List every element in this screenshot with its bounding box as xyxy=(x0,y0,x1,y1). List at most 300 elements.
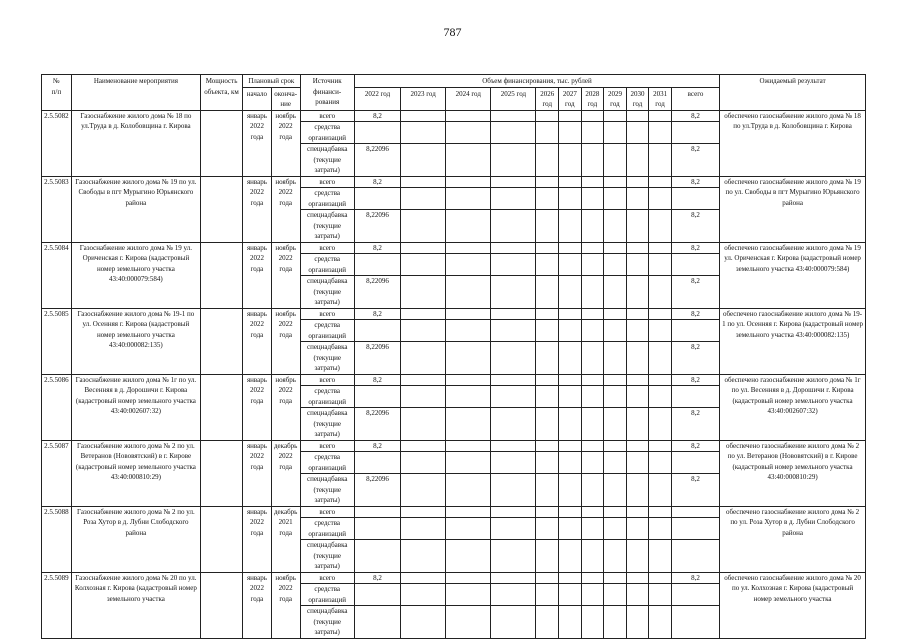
year-cell xyxy=(626,440,649,452)
row-capacity xyxy=(201,572,243,638)
year-cell xyxy=(446,408,491,441)
table-row xyxy=(42,440,866,452)
year-cell xyxy=(354,122,400,144)
year-cell xyxy=(446,144,491,177)
row-start: январь 2022 года xyxy=(243,572,272,638)
year-cell xyxy=(401,242,446,254)
year-cell xyxy=(649,408,672,441)
header-year-2027: 2027 год xyxy=(559,87,582,110)
year-cell xyxy=(446,254,491,276)
year-cell xyxy=(401,408,446,441)
year-cell xyxy=(626,242,649,254)
year-cell xyxy=(626,374,649,386)
amount-sum-total: 8,2 xyxy=(671,242,719,254)
header-year-2023: 2023 год xyxy=(401,87,446,110)
year-cell xyxy=(446,276,491,309)
year-cell xyxy=(649,606,672,639)
year-cell xyxy=(401,386,446,408)
year-cell xyxy=(604,242,627,254)
amount-sum-total: 8,2 xyxy=(671,440,719,452)
year-cell xyxy=(604,342,627,375)
source-special: спецнадбавка (текущие затраты) xyxy=(300,540,354,573)
source-special: спецнадбавка (текущие затраты) xyxy=(300,606,354,639)
year-cell xyxy=(626,308,649,320)
year-cell xyxy=(649,188,672,210)
year-cell xyxy=(536,188,559,210)
year-cell xyxy=(581,110,604,122)
year-cell xyxy=(491,518,536,540)
year-cell xyxy=(604,176,627,188)
year-cell xyxy=(604,374,627,386)
year-cell xyxy=(559,254,582,276)
year-cell xyxy=(581,408,604,441)
amount-sum-org xyxy=(671,518,719,540)
row-end: декабрь 2021 года xyxy=(271,506,300,572)
amount-2022-total: 8,2 xyxy=(354,176,400,188)
year-cell xyxy=(649,176,672,188)
year-cell xyxy=(446,320,491,342)
year-cell xyxy=(604,122,627,144)
year-cell xyxy=(604,408,627,441)
source-total: всего xyxy=(300,572,354,584)
table-row xyxy=(42,110,866,122)
year-cell xyxy=(446,110,491,122)
year-cell xyxy=(401,474,446,507)
year-cell xyxy=(559,320,582,342)
year-cell xyxy=(536,242,559,254)
year-cell xyxy=(559,408,582,441)
year-cell xyxy=(401,342,446,375)
year-cell xyxy=(446,452,491,474)
year-cell xyxy=(626,254,649,276)
year-cell xyxy=(491,386,536,408)
year-cell xyxy=(536,606,559,639)
amount-sum-org xyxy=(671,452,719,474)
header-year-2028: 2028 год xyxy=(581,87,604,110)
table-row xyxy=(42,572,866,584)
year-cell xyxy=(581,210,604,243)
year-cell xyxy=(446,308,491,320)
year-cell xyxy=(446,572,491,584)
year-cell xyxy=(536,210,559,243)
year-cell xyxy=(581,254,604,276)
year-cell xyxy=(536,254,559,276)
year-cell xyxy=(626,518,649,540)
header-period: Плановый срок xyxy=(243,75,300,88)
year-cell xyxy=(401,374,446,386)
row-result: обеспечено газоснабжение жилого дома № 1г по ул. Весенняя в д. Дорошичи г. Кирова (кадастровый номер земельного участка 43:40:002607:32) xyxy=(720,374,866,440)
year-cell xyxy=(491,320,536,342)
source-total: всего xyxy=(300,506,354,518)
page-number: 787 xyxy=(443,25,462,39)
year-cell xyxy=(354,518,400,540)
year-cell xyxy=(491,210,536,243)
row-name: Газоснабжение жилого дома № 1г по ул. Весенняя в д. Дорошичи г. Кирова (кадастровый номер земельного участка 43:40:002607:32) xyxy=(71,374,200,440)
year-cell xyxy=(626,540,649,573)
year-cell xyxy=(536,374,559,386)
header-period-end: оконча-ние xyxy=(271,87,300,110)
year-cell xyxy=(536,518,559,540)
year-cell xyxy=(536,474,559,507)
year-cell xyxy=(401,144,446,177)
year-cell xyxy=(649,386,672,408)
year-cell xyxy=(401,540,446,573)
row-end: ноябрь 2022 года xyxy=(271,242,300,308)
year-cell xyxy=(604,506,627,518)
year-cell xyxy=(559,506,582,518)
year-cell xyxy=(446,540,491,573)
year-cell xyxy=(649,518,672,540)
year-cell xyxy=(649,474,672,507)
year-cell xyxy=(401,584,446,606)
source-org: средства организаций xyxy=(300,518,354,540)
year-cell xyxy=(559,276,582,309)
amount-2022-total: 8,2 xyxy=(354,242,400,254)
year-cell xyxy=(401,452,446,474)
year-cell xyxy=(401,110,446,122)
amount-sum-org xyxy=(671,320,719,342)
year-cell xyxy=(649,254,672,276)
year-cell xyxy=(491,254,536,276)
year-cell xyxy=(649,242,672,254)
year-cell xyxy=(559,188,582,210)
year-cell xyxy=(649,320,672,342)
year-cell xyxy=(354,254,400,276)
amount-sum-total xyxy=(671,506,719,518)
year-cell xyxy=(604,606,627,639)
header-year-2029: 2029 год xyxy=(604,87,627,110)
year-cell xyxy=(354,386,400,408)
year-cell xyxy=(581,122,604,144)
row-capacity xyxy=(201,308,243,374)
year-cell xyxy=(401,606,446,639)
source-org: средства организаций xyxy=(300,188,354,210)
amount-2022-total: 8,2 xyxy=(354,440,400,452)
year-cell xyxy=(446,176,491,188)
year-cell xyxy=(559,474,582,507)
year-cell xyxy=(626,210,649,243)
year-cell xyxy=(559,308,582,320)
source-special: спецнадбавка (текущие затраты) xyxy=(300,342,354,375)
amount-2022-special: 8,22096 xyxy=(354,210,400,243)
year-cell xyxy=(559,452,582,474)
year-cell xyxy=(401,254,446,276)
year-cell xyxy=(536,506,559,518)
year-cell xyxy=(626,386,649,408)
year-cell xyxy=(626,342,649,375)
year-cell xyxy=(581,584,604,606)
header-year-2030: 2030 год xyxy=(626,87,649,110)
year-cell xyxy=(491,584,536,606)
row-end: ноябрь 2022 года xyxy=(271,572,300,638)
year-cell xyxy=(649,210,672,243)
row-name: Газоснабжение жилого дома № 19 ул. Ориченская г. Кирова (кадастровый номер земельного участка 43:40:000079:584) xyxy=(71,242,200,308)
header-total: всего xyxy=(671,87,719,110)
year-cell xyxy=(559,176,582,188)
year-cell xyxy=(446,606,491,639)
row-start: январь 2022 года xyxy=(243,242,272,308)
year-cell xyxy=(649,440,672,452)
amount-sum-org xyxy=(671,584,719,606)
amount-sum-special: 8,2 xyxy=(671,342,719,375)
row-capacity xyxy=(201,242,243,308)
amount-sum-special xyxy=(671,540,719,573)
year-cell xyxy=(581,308,604,320)
year-cell xyxy=(354,584,400,606)
year-cell xyxy=(649,540,672,573)
year-cell xyxy=(581,374,604,386)
amount-2022-total: 8,2 xyxy=(354,374,400,386)
row-code: 2.5.5088 xyxy=(42,506,72,572)
year-cell xyxy=(446,386,491,408)
year-cell xyxy=(604,210,627,243)
row-end: ноябрь 2022 года xyxy=(271,374,300,440)
year-cell xyxy=(491,342,536,375)
table-row xyxy=(42,176,866,188)
table-body xyxy=(42,110,866,638)
row-name: Газоснабжение жилого дома № 18 по ул.Труда в д. Колобовщина г. Кирова xyxy=(71,110,200,176)
funding-table xyxy=(41,74,866,639)
year-cell xyxy=(649,374,672,386)
year-cell xyxy=(491,308,536,320)
year-cell xyxy=(626,474,649,507)
row-result: обеспечено газоснабжение жилого дома № 20 по ул. Колхозная г. Кирова (кадастровый номер земельного участка xyxy=(720,572,866,638)
amount-sum-special: 8,2 xyxy=(671,474,719,507)
year-cell xyxy=(604,518,627,540)
amount-2022-special: 8,22096 xyxy=(354,276,400,309)
row-name: Газоснабжение жилого дома № 2 по ул. Роза Хутор в д. Лубни Слободского района xyxy=(71,506,200,572)
year-cell xyxy=(581,474,604,507)
year-cell xyxy=(491,242,536,254)
header-period-start: начало xyxy=(243,87,272,110)
amount-2022-total: 8,2 xyxy=(354,308,400,320)
year-cell xyxy=(559,342,582,375)
year-cell xyxy=(559,584,582,606)
year-cell xyxy=(559,540,582,573)
header-year-2026: 2026 год xyxy=(536,87,559,110)
year-cell xyxy=(559,110,582,122)
year-cell xyxy=(401,572,446,584)
year-cell xyxy=(581,506,604,518)
year-cell xyxy=(354,320,400,342)
year-cell xyxy=(626,572,649,584)
year-cell xyxy=(491,540,536,573)
amount-2022-special xyxy=(354,540,400,573)
source-org: средства организаций xyxy=(300,386,354,408)
amount-sum-special: 8,2 xyxy=(671,276,719,309)
year-cell xyxy=(491,572,536,584)
row-code: 2.5.5089 xyxy=(42,572,72,638)
amount-2022-total xyxy=(354,506,400,518)
year-cell xyxy=(581,606,604,639)
year-cell xyxy=(559,242,582,254)
year-cell xyxy=(536,452,559,474)
year-cell xyxy=(491,440,536,452)
amount-2022-total: 8,2 xyxy=(354,110,400,122)
year-cell xyxy=(446,584,491,606)
row-code: 2.5.5086 xyxy=(42,374,72,440)
source-org: средства организаций xyxy=(300,122,354,144)
year-cell xyxy=(581,242,604,254)
row-result: обеспечено газоснабжение жилого дома № 2 по ул. Роза Хутор в д. Лубни Слободского района xyxy=(720,506,866,572)
year-cell xyxy=(604,474,627,507)
year-cell xyxy=(581,386,604,408)
year-cell xyxy=(604,386,627,408)
source-special: спецнадбавка (текущие затраты) xyxy=(300,210,354,243)
year-cell xyxy=(401,440,446,452)
header-year-2024: 2024 год xyxy=(446,87,491,110)
year-cell xyxy=(626,320,649,342)
header-year-2022: 2022 год xyxy=(354,87,400,110)
row-start: январь 2022 года xyxy=(243,176,272,242)
year-cell xyxy=(446,440,491,452)
row-code: 2.5.5085 xyxy=(42,308,72,374)
year-cell xyxy=(491,474,536,507)
year-cell xyxy=(536,540,559,573)
row-capacity xyxy=(201,440,243,506)
year-cell xyxy=(604,188,627,210)
row-start: январь 2022 года xyxy=(243,440,272,506)
year-cell xyxy=(626,176,649,188)
source-special: спецнадбавка (текущие затраты) xyxy=(300,144,354,177)
year-cell xyxy=(446,210,491,243)
year-cell xyxy=(581,188,604,210)
row-capacity xyxy=(201,176,243,242)
row-name: Газоснабжение жилого дома № 19-1 по ул. Осенняя г. Кирова (кадастровый номер земельного участка 43:40:000082:135) xyxy=(71,308,200,374)
year-cell xyxy=(491,188,536,210)
amount-2022-total: 8,2 xyxy=(354,572,400,584)
amount-sum-special xyxy=(671,606,719,639)
year-cell xyxy=(491,374,536,386)
year-cell xyxy=(559,606,582,639)
year-cell xyxy=(401,276,446,309)
amount-sum-total: 8,2 xyxy=(671,110,719,122)
source-org: средства организаций xyxy=(300,584,354,606)
year-cell xyxy=(626,276,649,309)
year-cell xyxy=(401,176,446,188)
year-cell xyxy=(446,122,491,144)
year-cell xyxy=(401,506,446,518)
row-code: 2.5.5082 xyxy=(42,110,72,176)
header-num: № п/п xyxy=(42,75,72,111)
year-cell xyxy=(604,540,627,573)
amount-sum-total: 8,2 xyxy=(671,176,719,188)
year-cell xyxy=(626,506,649,518)
year-cell xyxy=(649,572,672,584)
year-cell xyxy=(649,584,672,606)
year-cell xyxy=(604,452,627,474)
year-cell xyxy=(581,320,604,342)
year-cell xyxy=(536,276,559,309)
year-cell xyxy=(401,210,446,243)
year-cell xyxy=(446,242,491,254)
year-cell xyxy=(604,144,627,177)
header-year-2031: 2031 год xyxy=(649,87,672,110)
amount-sum-total: 8,2 xyxy=(671,374,719,386)
year-cell xyxy=(604,572,627,584)
amount-sum-org xyxy=(671,254,719,276)
table-row xyxy=(42,374,866,386)
amount-sum-special: 8,2 xyxy=(671,408,719,441)
year-cell xyxy=(491,122,536,144)
row-capacity xyxy=(201,110,243,176)
year-cell xyxy=(491,452,536,474)
year-cell xyxy=(626,452,649,474)
source-total: всего xyxy=(300,308,354,320)
year-cell xyxy=(491,144,536,177)
year-cell xyxy=(626,606,649,639)
year-cell xyxy=(491,506,536,518)
source-total: всего xyxy=(300,440,354,452)
source-total: всего xyxy=(300,374,354,386)
table-row xyxy=(42,242,866,254)
header-name: Наименование мероприятия xyxy=(71,75,200,111)
source-special: спецнадбавка (текущие затраты) xyxy=(300,276,354,309)
year-cell xyxy=(536,584,559,606)
row-start: январь 2022 года xyxy=(243,308,272,374)
table-row xyxy=(42,506,866,518)
year-cell xyxy=(649,122,672,144)
source-total: всего xyxy=(300,110,354,122)
year-cell xyxy=(536,572,559,584)
amount-sum-total: 8,2 xyxy=(671,572,719,584)
year-cell xyxy=(581,342,604,375)
year-cell xyxy=(649,452,672,474)
row-code: 2.5.5084 xyxy=(42,242,72,308)
year-cell xyxy=(401,518,446,540)
year-cell xyxy=(649,110,672,122)
year-cell xyxy=(446,342,491,375)
row-result: обеспечено газоснабжение жилого дома № 2 по ул. Ветеранов (Нововятский) в г. Кирове (кадастровый номер земельного участка 43:40:000810:29) xyxy=(720,440,866,506)
year-cell xyxy=(401,320,446,342)
header-capacity: Мощность объекта, км xyxy=(201,75,243,111)
amount-2022-special: 8,22096 xyxy=(354,144,400,177)
year-cell xyxy=(559,144,582,177)
year-cell xyxy=(536,320,559,342)
year-cell xyxy=(581,540,604,573)
row-name: Газоснабжение жилого дома № 20 по ул. Колхозная г. Кирова (кадастровый номер земельного участка xyxy=(71,572,200,638)
year-cell xyxy=(536,408,559,441)
year-cell xyxy=(559,440,582,452)
row-code: 2.5.5083 xyxy=(42,176,72,242)
row-name: Газоснабжение жилого дома № 19 по ул. Свободы в пгт Мурыгино Юрьянского района xyxy=(71,176,200,242)
year-cell xyxy=(446,474,491,507)
row-result: обеспечено газоснабжение жилого дома № 19-1 по ул. Осенняя г. Кирова (кадастровый номер земельного участка 43:40:000082:135) xyxy=(720,308,866,374)
year-cell xyxy=(649,506,672,518)
year-cell xyxy=(626,408,649,441)
year-cell xyxy=(559,518,582,540)
year-cell xyxy=(604,110,627,122)
year-cell xyxy=(581,440,604,452)
row-code: 2.5.5087 xyxy=(42,440,72,506)
row-start: январь 2022 года xyxy=(243,110,272,176)
row-start: январь 2022 года xyxy=(243,374,272,440)
year-cell xyxy=(581,176,604,188)
year-cell xyxy=(401,188,446,210)
amount-2022-special: 8,22096 xyxy=(354,408,400,441)
year-cell xyxy=(491,606,536,639)
year-cell xyxy=(491,176,536,188)
year-cell xyxy=(626,122,649,144)
source-org: средства организаций xyxy=(300,452,354,474)
row-end: ноябрь 2022 года xyxy=(271,110,300,176)
amount-sum-org xyxy=(671,122,719,144)
year-cell xyxy=(559,374,582,386)
source-org: средства организаций xyxy=(300,254,354,276)
year-cell xyxy=(649,276,672,309)
amount-2022-special xyxy=(354,606,400,639)
year-cell xyxy=(536,308,559,320)
